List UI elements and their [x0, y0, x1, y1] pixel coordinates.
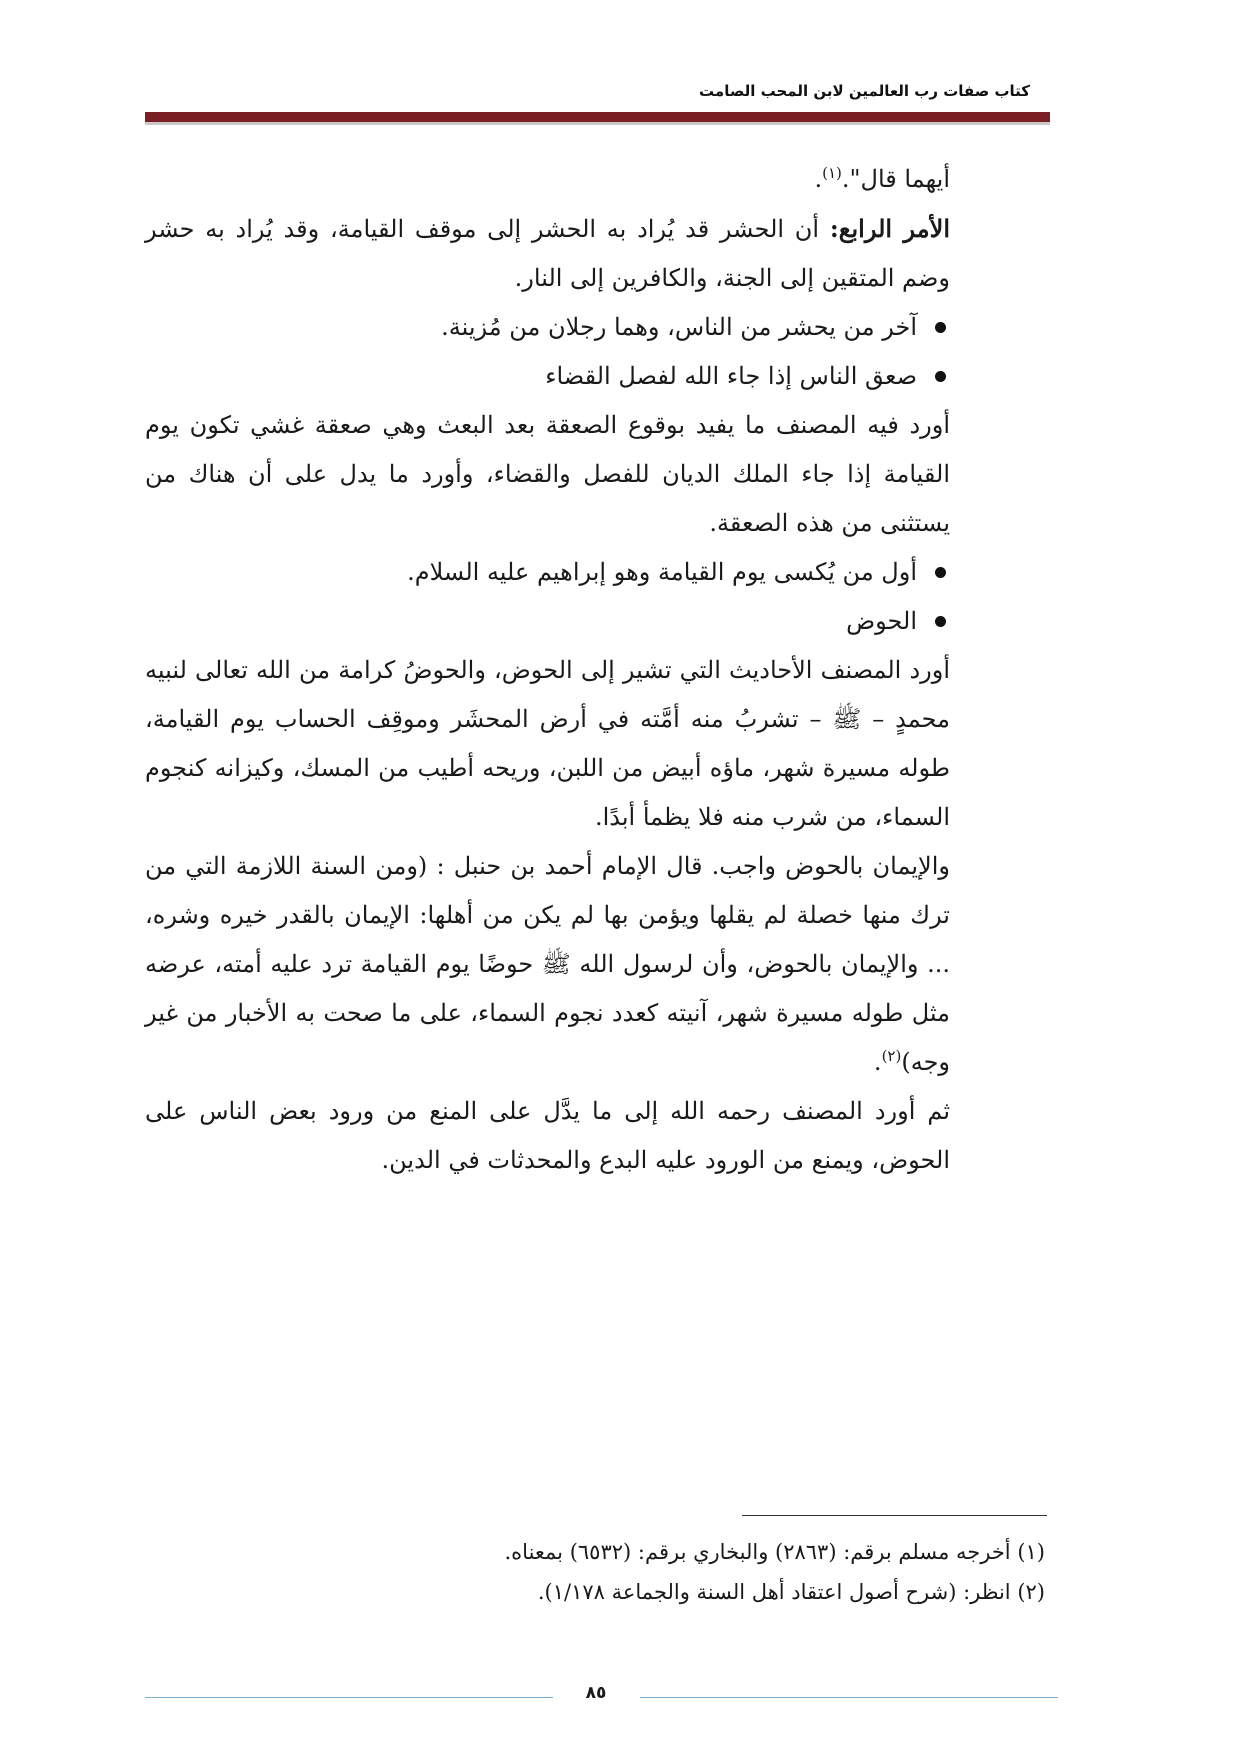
footnotes: [145, 1532, 1045, 1612]
bullet-item-1-text: آخر من يحشر من الناس، وهما رجلان من مُزينة.: [441, 313, 917, 341]
running-header-title: كتاب صفات رب العالمين لابن المحب الصامت: [699, 82, 1030, 100]
main-text: [145, 155, 950, 1185]
bullet-item-2-text: صعق الناس إذا جاء الله لفصل القضاء: [545, 362, 917, 390]
footnote-ref-1[interactable]: (١): [822, 164, 842, 182]
paragraph-2-text: أن الحشر قد يُراد به الحشر إلى موقف القيامة، وقد يُراد به حشر وضم المتقين إلى الجنة، والكافرين إلى النار.: [145, 215, 950, 292]
bullet-icon: [935, 371, 946, 382]
footer-rule-left: [145, 1697, 553, 1698]
paragraph-2: [145, 204, 950, 303]
bullet-item-2: [145, 352, 950, 401]
bullet-item-1: [145, 303, 950, 352]
paragraph-1-text: أيهما قال".: [841, 165, 950, 193]
page-number: ٨٥: [585, 1683, 607, 1703]
header-rule: [145, 112, 1050, 122]
bullet-item-4-text: الحوض: [846, 607, 917, 635]
paragraph-1: [145, 155, 950, 204]
footnote-separator: [742, 1515, 1047, 1516]
bullet-item-4: [145, 597, 950, 646]
bullet-item-3: [145, 548, 950, 597]
footnote-ref-2[interactable]: (٢): [881, 1047, 902, 1065]
paragraph-6: ثم أورد المصنف رحمه الله إلى ما يدَّل على المنع من ورود بعض الناس على الحوض، ويمنع من الورود عليه البدع والمحدثات في الدين.: [145, 1097, 950, 1174]
paragraph-5-text: والإيمان بالحوض واجب. قال الإمام أحمد بن حنبل : (ومن السنة اللازمة التي من ترك منها خصلة لم يقلها ويؤمن بها لم يكن من أهلها: الإيمان بالقدر خيره وشره، ... والإيمان بالحوض، وأن لرسول الله ﷺ حوضًا يوم القيامة ترد عليه أمته، عرضه مثل طوله مسيرة شهر، آنيته كعدد نجوم السماء، على ما صحت به الأخبار من غير وجه): [145, 852, 950, 1076]
footnote-2: (٢) انظر: (شرح أصول اعتقاد أهل السنة والجماعة ١/١٧٨).: [537, 1580, 1045, 1604]
bullet-icon: [935, 567, 946, 578]
paragraph-4: أورد المصنف الأحاديث التي تشير إلى الحوض، والحوضُ كرامة من الله تعالى لنبيه محمدٍ – ﷺ – تشربُ منه أمَّته في أرض المحشَر وموقِف الحساب يوم القيامة، طوله مسيرة شهر، ماؤه أبيض من اللبن، وريحه أطيب من المسك، وكيزانه كنجوم السماء، من شرب منه فلا يظمأ أبدًا.: [145, 656, 950, 831]
paragraph-3: أورد فيه المصنف ما يفيد بوقوع الصعقة بعد البعث وهي صعقة غشي تكون يوم القيامة إذا جاء الملك الديان للفصل والقضاء، وأورد ما يدل على أن هناك من يستثنى من هذه الصعقة.: [145, 411, 950, 537]
bullet-item-3-text: أول من يُكسى يوم القيامة وهو إبراهيم عليه السلام.: [407, 558, 917, 586]
paragraph-1-end: .: [814, 165, 823, 193]
footnote-1: (١) أخرجه مسلم برقم: (٢٨٦٣) والبخاري برقم: (٦٥٣٢) بمعناه.: [504, 1540, 1045, 1564]
section-heading-fourth-matter: الأمر الرابع:: [829, 214, 950, 243]
paragraph-5-end: .: [873, 1048, 882, 1076]
bullet-icon: [935, 616, 946, 627]
footer-rule-right: [640, 1697, 1058, 1698]
paragraph-5: [145, 842, 950, 1087]
bullet-icon: [935, 322, 946, 333]
